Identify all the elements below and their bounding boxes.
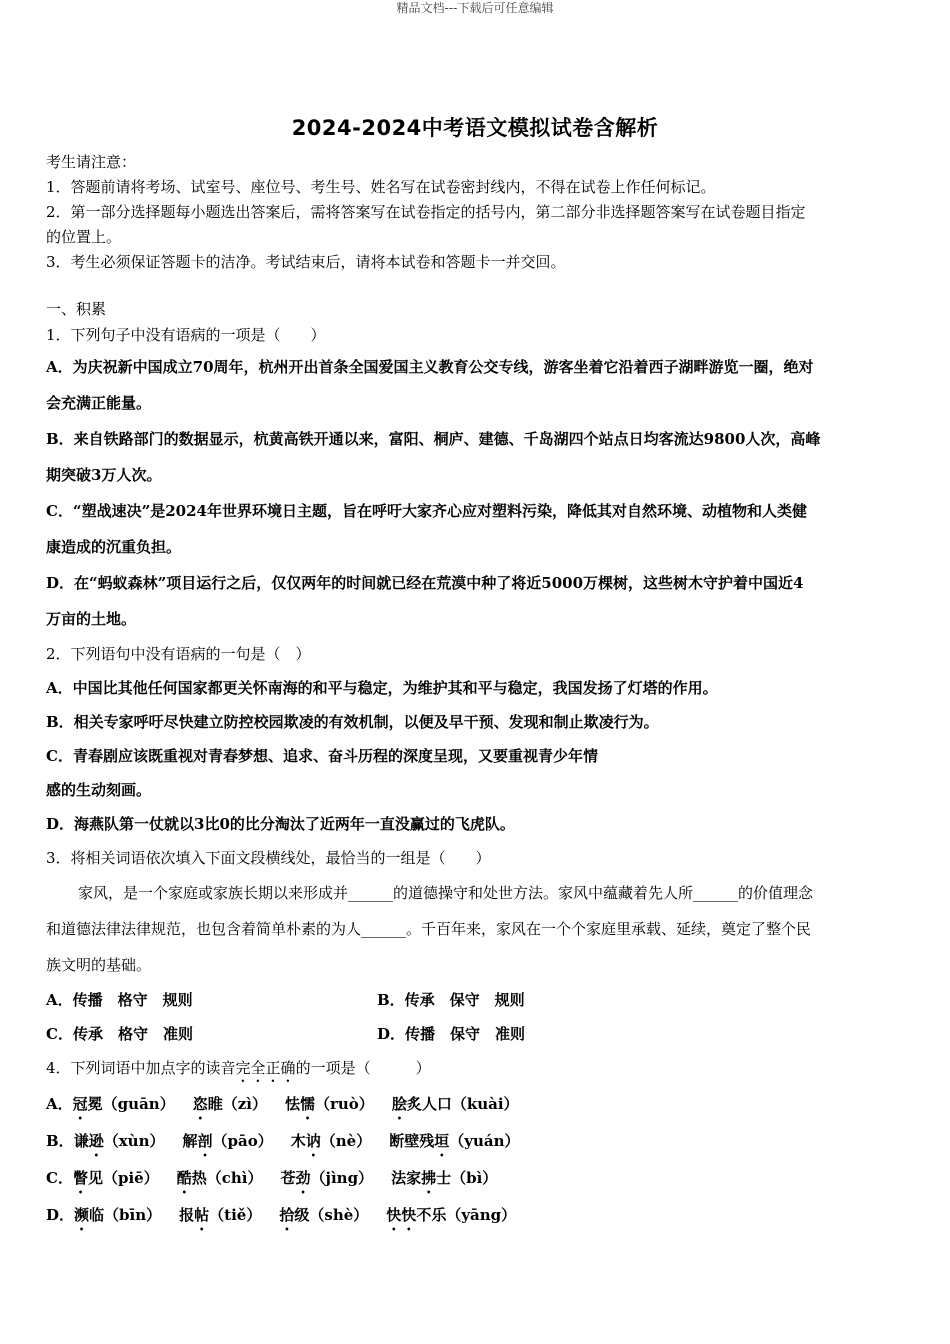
q2-option-c-line2: 感的生动刻画。 (46, 781, 152, 799)
q4-emphasized-char: 脍 (391, 1095, 407, 1113)
document-body (46, 150, 904, 1234)
q4-word-part: （bì） (451, 1169, 498, 1187)
q4-word-part: 解 (182, 1132, 198, 1150)
q4-word-part: 谦 (73, 1132, 89, 1150)
q2-option-a: A．中国比其他任何国家都更关怀南海的和平与稳定，为维护其和平与稳定，我国发扬了灯塔的作用。 (46, 679, 718, 697)
question-1 (46, 322, 904, 637)
q3-passage-line3: 族文明的基础。 (46, 956, 152, 974)
q4-word (73, 1160, 159, 1197)
q1-option-b-line2: 期突破3万人次。 (46, 466, 162, 484)
q4-emphasized-char: 逊 (88, 1132, 104, 1150)
section-heading: 一、积累 (46, 300, 107, 318)
q4-word (281, 1160, 374, 1197)
q4-word-part: 怯 (284, 1095, 300, 1113)
q4-word-part: 见 (87, 1169, 103, 1187)
q3-option-c: C．传承 格守 准则 (46, 1025, 193, 1043)
q4-word (177, 1160, 263, 1197)
q4-option-c (46, 1160, 904, 1197)
q4-emphasized-char: 剖 (197, 1132, 213, 1150)
q3-passage-line2: 和道德法律法律规范，也包含着简单朴素的为人______。千百年来，家风在一个个家庭里承载、延续，奠定了整个民 (46, 920, 812, 938)
notice-heading: 考生请注意： (46, 153, 137, 171)
q3-options-row-1 (46, 983, 904, 1017)
q4-word-part: 不乐（yāng） (416, 1206, 517, 1224)
q4-word (73, 1086, 175, 1123)
question-3 (46, 841, 904, 1051)
q1-option-b-line1: B．来自铁路部门的数据显示，杭黄高铁开通以来，富阳、桐庐、建德、千岛湖四个站点日均客流达9800人次，高峰 (46, 430, 821, 448)
q4-word-part: 士 (436, 1169, 452, 1187)
q4-emphasized-char: 懦 (299, 1095, 315, 1113)
q4-emphasized-char: 拾 (279, 1206, 295, 1224)
q4-emphasized-char: 讷 (305, 1132, 321, 1150)
q4-word-part: 断壁残 (389, 1132, 435, 1150)
q4-word-part: 热 (191, 1169, 207, 1187)
q1-option-c-line2: 康造成的沉重负担。 (46, 538, 182, 556)
q4-word (391, 1160, 497, 1197)
q4-word-part: 法家 (391, 1169, 422, 1187)
q3-option-b: B．传承 保守 规则 (377, 991, 525, 1009)
q4-option-label: B． (46, 1132, 74, 1150)
notice-item-1: 1．答题前请将考场、试室号、座位号、考生号、姓名写在试卷密封线内，不得在试卷上作任何标记。 (46, 178, 716, 196)
q4-word-part: 炙人口 (406, 1095, 452, 1113)
q4-emphasized-char: 濒 (74, 1206, 90, 1224)
q4-emphasized-char: 冠 (72, 1095, 88, 1113)
q4-word-part: （shè） (309, 1206, 369, 1224)
q4-word-part: （ruò） (314, 1095, 374, 1113)
q4-emphasized-char: 恣 (192, 1095, 208, 1113)
q4-option-label: D． (46, 1206, 75, 1224)
q4-emphasized-char: 快 (386, 1206, 402, 1224)
notice-item-2a: 2．第一部分选择题每小题选出答案后，需将答案写在试卷指定的括号内，第二部分非选择题答案写在试卷题目指定 (46, 203, 806, 221)
q1-option-a-line2: 会充满正能量。 (46, 394, 152, 412)
q4-stem-emphasis: 完全正确 (235, 1059, 296, 1077)
q4-emphasized-char: 拂 (421, 1169, 437, 1187)
q2-option-c-line1: C．青春剧应该既重视对青春梦想、追求、奋斗历程的深度呈现，又要重视青少年情 (46, 747, 598, 765)
q4-word-part: （zì） (222, 1095, 267, 1113)
notice (46, 150, 904, 275)
watermark: 精品文档---下载后可任意编辑 (396, 1, 554, 15)
q4-word-part: 苍 (280, 1169, 296, 1187)
q1-option-d-line2: 万亩的土地。 (46, 610, 137, 628)
q4-word (285, 1086, 374, 1123)
q4-emphasized-char: 垣 (434, 1132, 450, 1150)
q4-stem (46, 1051, 904, 1086)
q1-option-c-line1: C．“塑战速决”是2024年世界环境日主题，旨在呼吁大家齐心应对塑料污染，降低其对自然环境、动植物和人类健 (46, 502, 807, 520)
q4-word-part: （jìng） (310, 1169, 374, 1187)
q4-word (291, 1123, 371, 1160)
q4-word (74, 1123, 165, 1160)
q4-word-part: 临 (89, 1206, 105, 1224)
notice-item-2b: 的位置上。 (46, 228, 122, 246)
q2-option-d: D．海燕队第一仗就以3比0的比分淘汰了近两年一直没赢过的飞虎队。 (46, 815, 515, 833)
q3-option-d: D．传播 保守 准则 (377, 1025, 526, 1043)
q3-passage-line1: 家风，是一个家庭或家族长期以来形成并______的道德操守和处世方法。家风中蕴藏着先人所______的价值理念 (78, 884, 814, 902)
q4-word-part: 报 (179, 1206, 195, 1224)
q4-word (389, 1123, 519, 1160)
q4-word-part: （yuán） (449, 1132, 520, 1150)
q4-option-b (46, 1123, 904, 1160)
q1-option-d-line1: D．在“蚂蚁森林”项目运行之后，仅仅两年的时间就已经在荒漠中种了将近5000万棵树，这些树木守护着中国近4 (46, 574, 804, 592)
q4-emphasized-char: 酷 (176, 1169, 192, 1187)
q3-option-a: A．传播 格守 规则 (46, 991, 193, 1009)
q1-stem: 1．下列句子中没有语病的一项是（ ） (46, 326, 326, 344)
q4-stem-text: 4．下列词语中加点字的读音 (46, 1059, 236, 1077)
q2-stem: 2．下列语句中没有语病的一句是（ ） (46, 645, 311, 663)
q4-word-part: （nè） (320, 1132, 372, 1150)
notice-item-3: 3．考生必须保证答题卡的洁净。考试结束后，请将本试卷和答题卡一并交回。 (46, 253, 566, 271)
question-4 (46, 1051, 904, 1234)
q4-word (392, 1086, 519, 1123)
q4-word (74, 1197, 161, 1234)
q3-stem: 3．将相关词语依次填入下面文段横线处，最恰当的一组是（ ） (46, 849, 491, 867)
q4-word-part: （chì） (206, 1169, 263, 1187)
q4-word-part: （tiě） (209, 1206, 262, 1224)
q4-word-part: （guān） (102, 1095, 175, 1113)
q4-word (182, 1123, 272, 1160)
q4-word-part: （xùn） (103, 1132, 165, 1150)
q4-word-part: 冕 (87, 1095, 103, 1113)
q3-options-row-2 (46, 1017, 904, 1051)
q4-emphasized-char: 帖 (194, 1206, 210, 1224)
q4-emphasized-char: 瞥 (72, 1169, 88, 1187)
q4-word-part: 木 (290, 1132, 306, 1150)
q4-word-part: （kuài） (451, 1095, 519, 1113)
q4-emphasized-char: 劲 (295, 1169, 311, 1187)
q4-word-part: （pāo） (212, 1132, 273, 1150)
q4-option-label: C． (46, 1169, 73, 1187)
q4-word (279, 1197, 368, 1234)
q1-option-a-line1: A．为庆祝新中国成立70周年，杭州开出首条全国爱国主义教育公交专线，游客坐着它沿着西子湖畔游览一圈，绝对 (46, 358, 814, 376)
q2-option-b: B．相关专家呼吁尽快建立防控校园欺凌的有效机制，以便及早干预、发现和制止欺凌行为。 (46, 713, 659, 731)
q4-word (386, 1197, 516, 1234)
q4-word (179, 1197, 261, 1234)
q4-word-part: （bīn） (104, 1206, 162, 1224)
q4-word-part: 睢 (207, 1095, 223, 1113)
q4-stem-tail: 的一项是（ ） (295, 1059, 431, 1077)
q4-option-d (46, 1197, 904, 1234)
q4-word (193, 1086, 267, 1123)
page-title: 2024-2024中考语文模拟试卷含解析 (291, 116, 659, 140)
q4-option-a (46, 1086, 904, 1123)
q4-word-part: 级 (294, 1206, 310, 1224)
q4-option-label: A． (46, 1095, 73, 1113)
q4-options (46, 1086, 904, 1234)
question-2 (46, 637, 904, 841)
q4-emphasized-char: 快 (401, 1206, 417, 1224)
q4-word-part: （piē） (102, 1169, 159, 1187)
